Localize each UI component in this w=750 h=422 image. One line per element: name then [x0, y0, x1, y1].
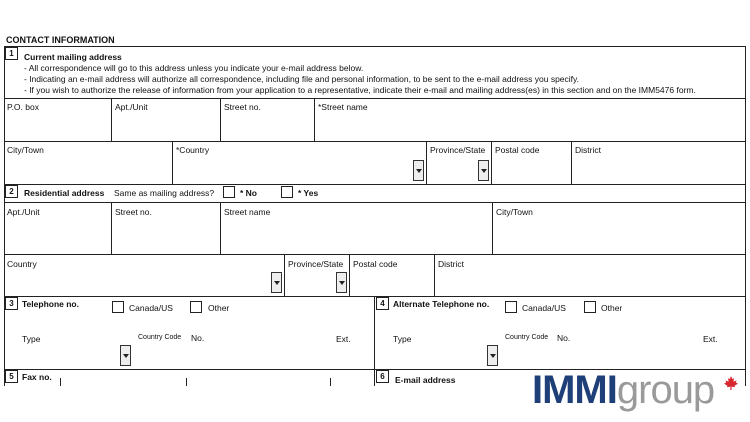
- apt-unit-field[interactable]: [112, 112, 219, 140]
- alt-tel-canada-us-label: Canada/US: [522, 303, 566, 313]
- apt-unit-label: Apt./Unit: [115, 102, 148, 112]
- tel-canada-us-checkbox[interactable]: [112, 301, 124, 313]
- divider: [426, 141, 427, 184]
- immigroup-logo: [532, 368, 714, 412]
- section-4-number: 4: [376, 297, 389, 310]
- frame-top: [4, 46, 746, 47]
- tel-country-code-field[interactable]: [136, 345, 186, 365]
- res-street-name-field[interactable]: [221, 217, 491, 253]
- divider: [4, 296, 746, 297]
- province-label: Province/State: [430, 145, 486, 155]
- po-box-field[interactable]: [5, 112, 110, 140]
- section-2-number: 2: [5, 185, 18, 198]
- res-postal-code-label: Postal code: [353, 259, 398, 269]
- section-1-title: Current mailing address: [24, 52, 122, 62]
- yes-label: * Yes: [298, 188, 319, 198]
- country-label: *Country: [176, 145, 210, 155]
- city-field[interactable]: [5, 155, 171, 183]
- alt-tel-canada-us-checkbox[interactable]: [505, 301, 517, 313]
- street-no-label: Street no.: [224, 102, 261, 112]
- divider: [172, 141, 173, 184]
- tel-ext-field[interactable]: [334, 345, 372, 365]
- alt-tel-country-code-field[interactable]: [503, 345, 553, 365]
- same-address-question: Same as mailing address?: [114, 188, 215, 198]
- section-heading: CONTACT INFORMATION: [6, 35, 115, 45]
- alt-tel-type-label: Type: [393, 334, 412, 344]
- tel-ext-label: Ext.: [336, 334, 351, 344]
- tel-number-field[interactable]: [190, 345, 330, 365]
- res-country-label: Country: [7, 259, 37, 269]
- alt-tel-country-code-label: Country Code: [505, 334, 549, 341]
- divider: [284, 254, 285, 296]
- res-postal-code-field[interactable]: [350, 269, 433, 295]
- frame-right: [745, 46, 746, 386]
- maple-leaf-icon: [724, 376, 738, 390]
- alt-tel-type-dropdown[interactable]: [487, 345, 498, 366]
- alt-tel-ext-label: Ext.: [703, 334, 718, 344]
- section-2-title: Residential address: [24, 188, 105, 198]
- tel-type-dropdown[interactable]: [120, 345, 131, 366]
- mailing-note-1: - All correspondence will go to this address unless you indicate your e-mail address below.: [24, 63, 364, 73]
- res-district-label: District: [438, 259, 464, 269]
- mailing-note-2: - Indicating an e-mail address will authorize all correspondence, including file and personal information, to be sent to the e-mail address you specify.: [24, 74, 580, 84]
- street-name-label: *Street name: [318, 102, 368, 112]
- res-apt-unit-field[interactable]: [5, 217, 110, 253]
- tel-country-code-label: Country Code: [138, 334, 182, 341]
- res-district-field[interactable]: [435, 269, 744, 295]
- yes-checkbox[interactable]: [281, 186, 293, 198]
- res-province-dropdown[interactable]: [336, 272, 347, 293]
- section-6-number: 6: [376, 370, 389, 383]
- divider: [60, 378, 61, 386]
- no-checkbox[interactable]: [223, 186, 235, 198]
- street-no-field[interactable]: [221, 112, 313, 140]
- divider: [4, 141, 746, 142]
- frame-left: [4, 46, 5, 386]
- section-3-number: 3: [5, 297, 18, 310]
- res-country-dropdown[interactable]: [271, 272, 282, 293]
- divider: [374, 296, 375, 386]
- section-5-title: Fax no.: [22, 372, 52, 382]
- postal-code-field[interactable]: [492, 155, 570, 183]
- country-dropdown[interactable]: [413, 160, 424, 181]
- section-6-title: E-mail address: [395, 375, 456, 385]
- tel-canada-us-label: Canada/US: [129, 303, 173, 313]
- section-1-number: 1: [5, 47, 18, 60]
- tel-other-checkbox[interactable]: [190, 301, 202, 313]
- section-3-title: Telephone no.: [22, 299, 79, 309]
- divider: [186, 378, 187, 386]
- res-city-field[interactable]: [493, 217, 744, 253]
- alt-tel-number-field[interactable]: [557, 345, 697, 365]
- street-name-field[interactable]: [315, 112, 744, 140]
- section-5-number: 5: [5, 370, 18, 383]
- divider: [4, 202, 746, 203]
- res-province-label: Province/State: [288, 259, 344, 269]
- alt-tel-other-checkbox[interactable]: [584, 301, 596, 313]
- district-field[interactable]: [572, 155, 744, 183]
- divider: [4, 184, 746, 185]
- divider: [4, 98, 746, 99]
- no-label: * No: [240, 188, 257, 198]
- tel-type-label: Type: [22, 334, 41, 344]
- po-box-label: P.O. box: [7, 102, 39, 112]
- res-street-no-label: Street no.: [115, 207, 152, 217]
- res-city-label: City/Town: [496, 207, 533, 217]
- logo-part-1: IMMI: [532, 368, 617, 412]
- district-label: District: [575, 145, 601, 155]
- tel-other-label: Other: [208, 303, 230, 313]
- res-street-no-field[interactable]: [112, 217, 219, 253]
- logo-part-2: group: [616, 368, 715, 412]
- province-dropdown[interactable]: [478, 160, 489, 181]
- divider: [4, 254, 746, 255]
- city-label: City/Town: [7, 145, 44, 155]
- postal-code-label: Postal code: [495, 145, 540, 155]
- res-apt-unit-label: Apt./Unit: [7, 207, 40, 217]
- mailing-note-3: - If you wish to authorize the release of information from your application to a representative, indicate their e-mail and mailing address(es) in this section and on the IMM5476 form.: [24, 85, 696, 95]
- section-4-title: Alternate Telephone no.: [393, 299, 490, 309]
- alt-tel-no-label: No.: [557, 333, 571, 343]
- alt-tel-ext-field[interactable]: [701, 345, 743, 365]
- tel-no-label: No.: [191, 333, 205, 343]
- alt-tel-other-label: Other: [601, 303, 623, 313]
- res-street-name-label: Street name: [224, 207, 271, 217]
- divider: [330, 378, 331, 386]
